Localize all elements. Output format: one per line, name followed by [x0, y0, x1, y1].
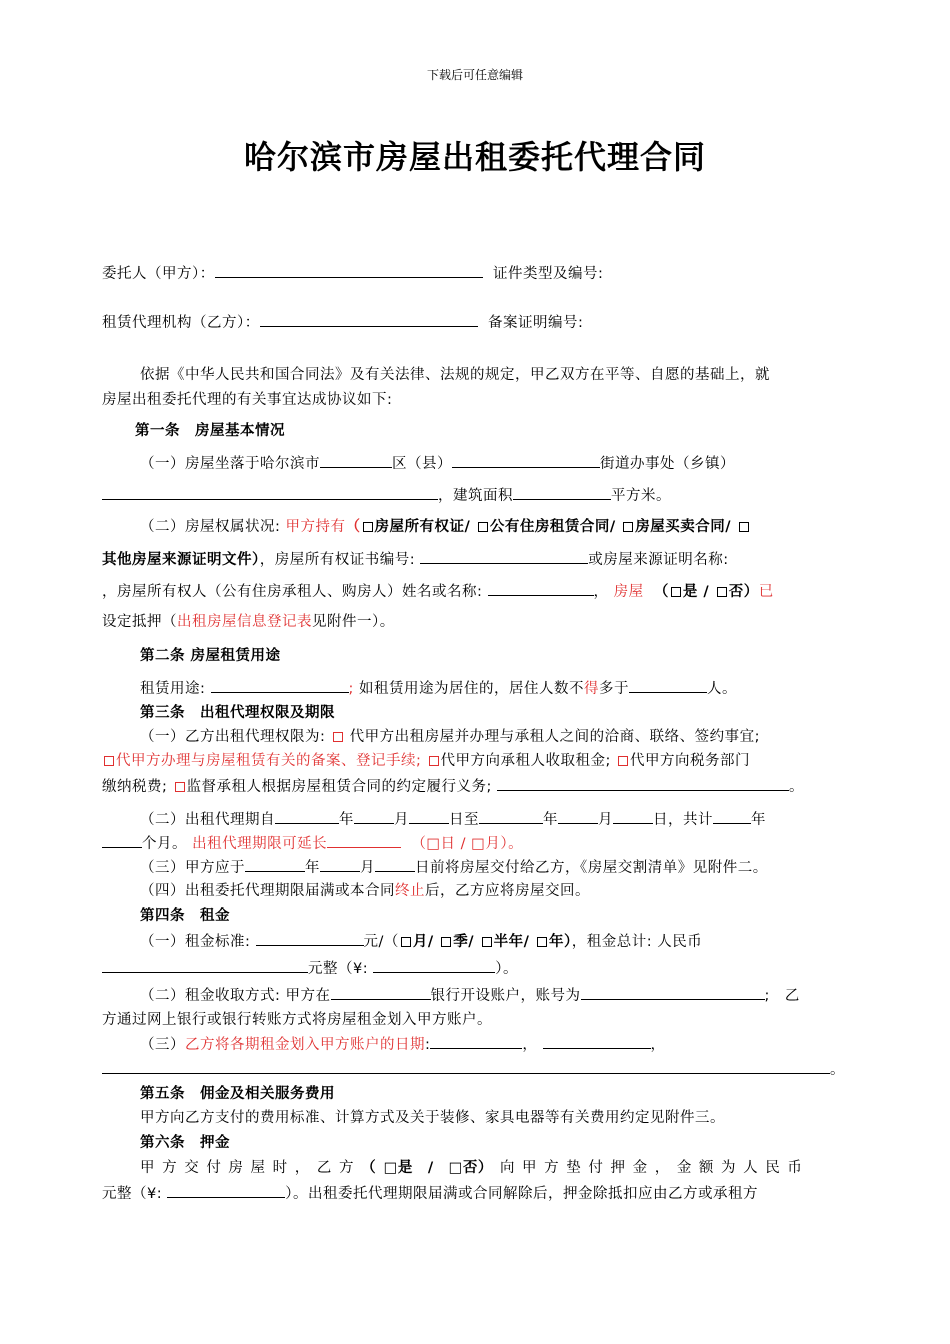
- handover-year-blank[interactable]: [245, 856, 305, 872]
- article-6-heading: 第六条 押金: [140, 1135, 230, 1151]
- art4-p3-line1: （三）乙方将各期租金划入甲方账户的日期: ， ，: [140, 1033, 850, 1056]
- rent-total-number-blank[interactable]: [373, 957, 495, 973]
- end-year-blank[interactable]: [479, 808, 543, 824]
- art4-p3-line2: 。: [102, 1058, 850, 1081]
- art1-p1: （一）房屋坐落于哈尔滨市 区（县） 街道办事处（乡镇）: [140, 452, 850, 475]
- art3-p1-line3: 缴纳税费; 监督承租人根据房屋租赁合同的约定履行义务; 。: [102, 775, 850, 798]
- checkbox[interactable]: [429, 756, 439, 766]
- other-authority-blank[interactable]: [497, 775, 789, 791]
- art1-p1-cont: ，建筑面积 平方米。: [102, 484, 850, 507]
- art6-p2-line1: 元整（¥: ）。出租委托代理期限届满或合同解除后，押金除抵扣应由乙方或承租方: [102, 1182, 850, 1205]
- checkbox[interactable]: [739, 522, 749, 532]
- owner-blank[interactable]: [488, 580, 594, 596]
- payment-date-blank-1[interactable]: [430, 1033, 522, 1049]
- checkbox[interactable]: [363, 522, 373, 532]
- start-month-blank[interactable]: [354, 808, 394, 824]
- art4-p2-line1: （二）租金收取方式: 甲方在 银行开设账户，账号为 ; 乙: [140, 984, 850, 1007]
- art2-p1: 租赁用途: ; 如租赁用途为居住的，居住人数不得多于 人。: [140, 677, 850, 700]
- art3-p2-line2: 个月。 出租代理期限可延长 （□日 / □月）。: [102, 832, 850, 855]
- art3-p3: （三）甲方应于 年 月 日前将房屋交付给乙方，《房屋交割清单》见附件二。: [140, 856, 850, 879]
- checkbox[interactable]: [623, 522, 633, 532]
- art4-p1-line1: （一）租金标准: 元/（ 月/ 季/ 半年/ 年），租金总计: 人民币: [140, 930, 850, 953]
- art4-p2-line2: 方通过网上银行或银行转账方式将房屋租金划入甲方账户。: [102, 1012, 492, 1028]
- checkbox[interactable]: [333, 732, 343, 742]
- rent-amount-blank[interactable]: [256, 930, 364, 946]
- end-day-blank[interactable]: [613, 808, 653, 824]
- party-a-line: 委托人（甲方）： 证件类型及编号:: [102, 262, 850, 285]
- party-b-line: 租赁代理机构（乙方）： 备案证明编号:: [102, 311, 850, 334]
- rent-total-words-blank[interactable]: [102, 957, 308, 973]
- handover-day-blank[interactable]: [375, 856, 415, 872]
- checkbox[interactable]: [441, 937, 451, 947]
- checkbox[interactable]: [618, 756, 628, 766]
- account-no-blank[interactable]: [581, 984, 765, 1000]
- art3-p1-line1: （一）乙方出租代理权限为: 代甲方出租房屋并办理与承租人之间的洽商、联络、签约事宜;: [140, 729, 760, 745]
- use-blank[interactable]: [211, 677, 349, 693]
- deposit-blank[interactable]: [167, 1182, 285, 1198]
- district-blank[interactable]: [320, 452, 392, 468]
- article-1-heading: 第一条 房屋基本情况: [135, 423, 285, 439]
- extension-blank[interactable]: [327, 832, 401, 848]
- intro-line-1: 依据《中华人民共和国合同法》及有关法律、法规的规定，甲乙双方在平等、自愿的基础上，就: [140, 367, 770, 383]
- start-day-blank[interactable]: [409, 808, 449, 824]
- cert-no-blank[interactable]: [420, 548, 588, 564]
- art4-p1-line2: 元整（¥: ）。: [102, 957, 850, 980]
- art1-p2-line3: ，房屋所有权人（公有住房承租人、购房人）姓名或名称: ， 房屋 （ 是 / 否）已: [102, 580, 850, 603]
- checkbox[interactable]: [104, 756, 114, 766]
- art1-p2-line1: （二）房屋权属状况: 甲方持有（ 房屋所有权证/ 公有住房租赁合同/ 房屋买卖合同/: [140, 516, 850, 538]
- art3-p4: （四）出租委托代理期限届满或本合同终止后，乙方应将房屋交回。: [140, 883, 590, 899]
- end-month-blank[interactable]: [558, 808, 598, 824]
- occupants-blank[interactable]: [629, 677, 707, 693]
- address-blank[interactable]: [102, 484, 438, 500]
- article-2-heading: 第二条 房屋租赁用途: [140, 648, 281, 664]
- area-blank[interactable]: [513, 484, 611, 500]
- total-years-blank[interactable]: [713, 808, 751, 824]
- art1-p2-line2: 其他房屋来源证明文件），房屋所有权证书编号: 或房屋来源证明名称:: [102, 548, 850, 571]
- article-3-heading: 第三条 出租代理权限及期限: [140, 705, 335, 721]
- checkbox[interactable]: [175, 782, 185, 792]
- art6-p1-line1: 甲 方 交 付 房 屋 时 ， 乙 方 （ □是 / □否） 向 甲 方 垫 付 押 金 ， 金 额 为 人 民 币: [140, 1160, 803, 1176]
- payment-date-blank-3[interactable]: [102, 1058, 830, 1074]
- checkbox[interactable]: [671, 587, 681, 597]
- art3-p2-line1: （二）出租代理期自 年 月 日至 年 月 日，共计 年: [140, 808, 850, 831]
- payment-date-blank-2[interactable]: [543, 1033, 651, 1049]
- street-blank[interactable]: [452, 452, 600, 468]
- article-5-heading: 第五条 佣金及相关服务费用: [140, 1086, 335, 1102]
- checkbox[interactable]: [537, 937, 547, 947]
- handover-month-blank[interactable]: [320, 856, 360, 872]
- checkbox[interactable]: [401, 937, 411, 947]
- intro-line-2: 房屋出租委托代理的有关事宜达成协议如下:: [102, 392, 393, 408]
- art1-p2-line4: 设定抵押（出租房屋信息登记表见附件一）。: [102, 614, 395, 630]
- document-title: 哈尔滨市房屋出租委托代理合同: [243, 138, 706, 176]
- article-4-heading: 第四条 租金: [140, 908, 230, 924]
- page-header: 下载后可任意编辑: [426, 68, 523, 82]
- checkbox[interactable]: [482, 937, 492, 947]
- art3-p1-line2: 代甲方办理与房屋租赁有关的备案、登记手续; 代甲方向承租人收取租金; 代甲方向税务部门: [102, 750, 850, 772]
- party-a-blank[interactable]: [215, 262, 483, 278]
- party-b-blank[interactable]: [260, 311, 478, 327]
- bank-name-blank[interactable]: [331, 984, 431, 1000]
- checkbox[interactable]: [717, 587, 727, 597]
- start-year-blank[interactable]: [275, 808, 339, 824]
- art5-p1: 甲方向乙方支付的费用标准、计算方式及关于装修、家具电器等有关费用约定见附件三。: [140, 1110, 725, 1126]
- total-months-blank[interactable]: [102, 832, 142, 848]
- checkbox[interactable]: [478, 522, 488, 532]
